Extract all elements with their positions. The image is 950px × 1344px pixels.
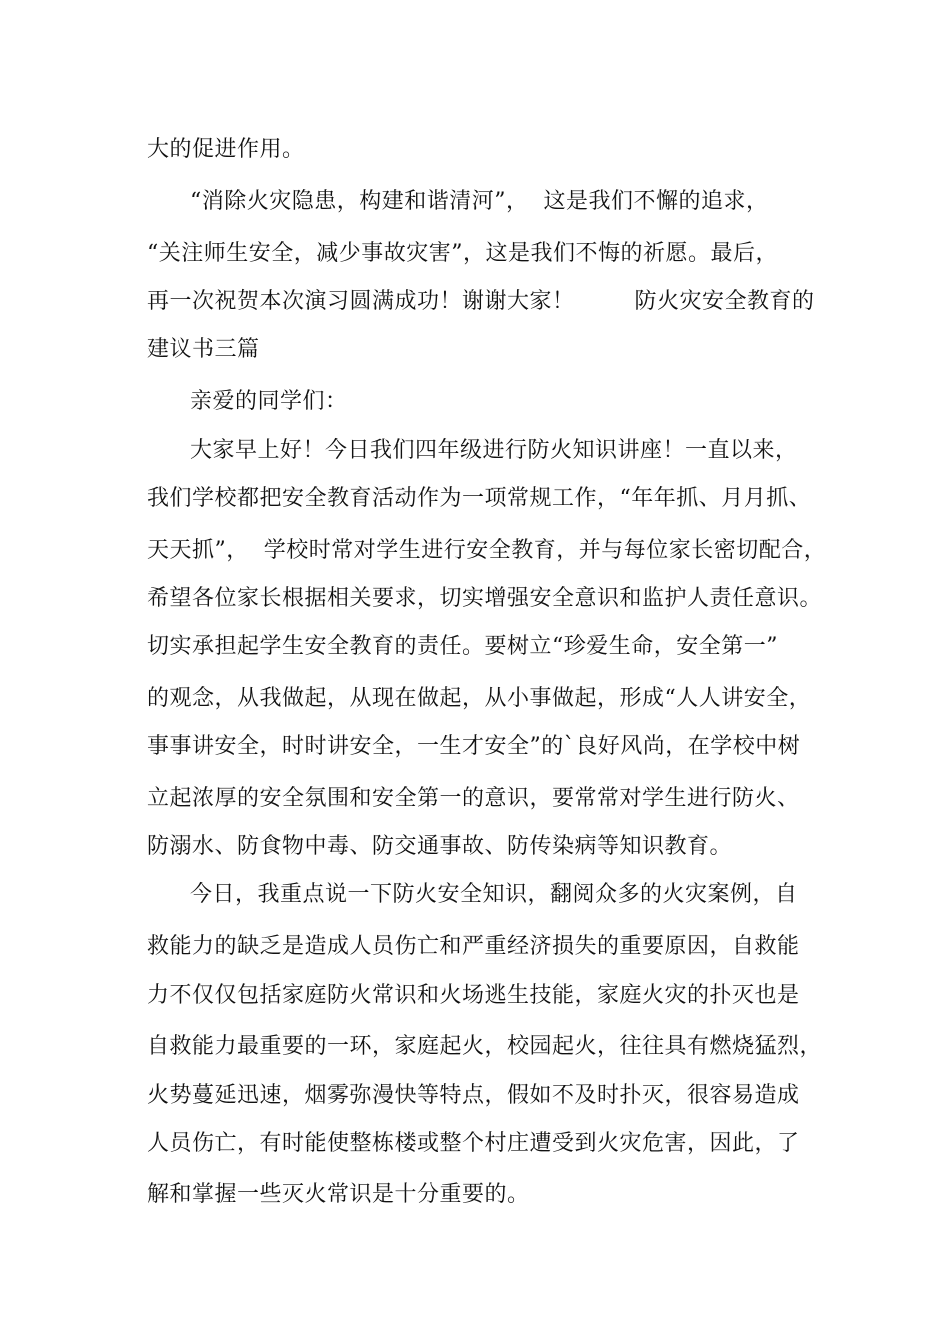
text-line: 建议书三篇 (147, 337, 260, 362)
text-line: 立起浓厚的安全氛围和安全第一的意识，要常常对学生进行防火、 (147, 786, 800, 811)
text-line: 火势蔓延迅速，烟雾弥漫快等特点，假如不及时扑灭，很容易造成 (147, 1083, 800, 1108)
text-line: “关注师生安全，减少事故灾害”，这是我们不悔的祈愿。最后， (147, 241, 778, 266)
text-line: 防溺水、防食物中毒、防交通事故、防传染病等知识教育。 (147, 834, 733, 859)
text-line: 救能力的缺乏是造成人员伤亡和严重经济损失的重要原因，自救能 (147, 934, 800, 959)
text-line: 我们学校都把安全教育活动作为一项常规工作，“年年抓、月月抓、 (147, 486, 812, 511)
text-line: 切实承担起学生安全教育的责任。要树立“珍爱生命，安全第一” (147, 634, 778, 659)
text-line: 大家早上好！今日我们四年级进行防火知识讲座！一直以来， (190, 438, 798, 463)
text-line: 今日，我重点说一下防火安全知识，翻阅众多的火灾案例，自 (190, 882, 798, 907)
text-line: 的观念，从我做起，从现在做起，从小事做起，形成“人人讲安全， (147, 686, 812, 711)
text-line: 天天抓”， 学校时常对学生进行安全教育，并与每位家长密切配合， (147, 538, 827, 563)
text-line: “消除火灾隐患，构建和谐清河”， 这是我们不懈的追求， (190, 189, 769, 214)
text-line: 解和掌握一些灭火常识是十分重要的。 (147, 1182, 530, 1207)
text-line: 力不仅仅包括家庭防火常识和火场逃生技能，家庭火灾的扑灭也是 (147, 983, 800, 1008)
text-line: 人员伤亡，有时能使整栋楼或整个村庄遭受到火灾危害，因此，了 (147, 1131, 800, 1156)
salutation: 亲爱的同学们： (190, 389, 348, 414)
text-line: 自救能力最重要的一环，家庭起火，校园起火，往往具有燃烧猛烈， (147, 1034, 823, 1059)
text-line: 希望各位家长根据相关要求，切实增强安全意识和监护人责任意识。 (147, 586, 823, 611)
text-line: 大的促进作用。 (147, 137, 305, 162)
text-line: 再一次祝贺本次演习圆满成功！谢谢大家！ 防火灾安全教育的 (147, 289, 815, 314)
text-line: 事事讲安全，时时讲安全，一生才安全”的`良好风尚，在学校中树 (147, 734, 801, 759)
